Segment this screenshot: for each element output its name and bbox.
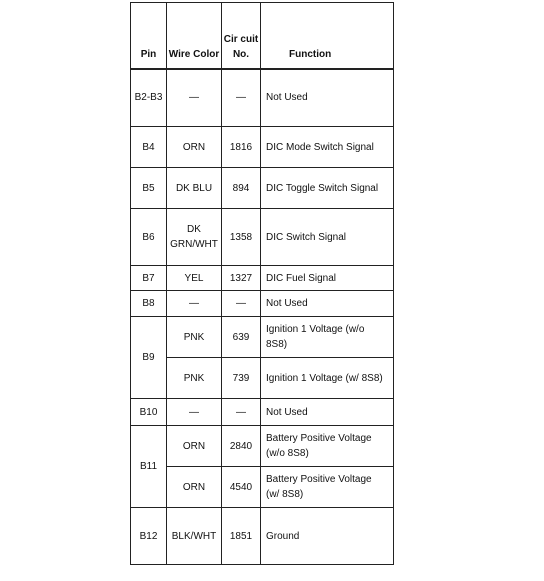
table-row — [131, 426, 394, 467]
circuit-cell: 1851 — [222, 508, 261, 565]
wire-color-cell: — — [167, 399, 222, 426]
pin-cell: B10 — [131, 399, 167, 426]
wire-color-cell: BLK/WHT — [167, 508, 222, 565]
table-header-row — [131, 3, 394, 69]
table-row — [131, 266, 394, 291]
function-cell: Ignition 1 Voltage (w/o 8S8) — [261, 317, 394, 358]
connector-pinout-table — [130, 2, 394, 565]
table-row — [131, 209, 394, 266]
function-cell: Not Used — [261, 69, 394, 127]
circuit-cell: 1327 — [222, 266, 261, 291]
table-row — [131, 467, 394, 508]
header-pin: Pin — [131, 3, 167, 69]
wire-color-cell: — — [167, 69, 222, 127]
table-row — [131, 317, 394, 358]
pin-cell: B12 — [131, 508, 167, 565]
function-cell: Ground — [261, 508, 394, 565]
header-wire-color: Wire Color — [167, 3, 222, 69]
circuit-cell: 2840 — [222, 426, 261, 467]
wire-color-cell: — — [167, 291, 222, 317]
table-row — [131, 69, 394, 127]
wire-color-cell: ORN — [167, 467, 222, 508]
pin-cell: B4 — [131, 127, 167, 168]
function-cell: DIC Toggle Switch Signal — [261, 168, 394, 209]
table-row — [131, 399, 394, 426]
pin-cell: B6 — [131, 209, 167, 266]
wire-color-cell: PNK — [167, 317, 222, 358]
table-row — [131, 358, 394, 399]
function-cell: DIC Switch Signal — [261, 209, 394, 266]
pin-cell: B11 — [131, 426, 167, 508]
function-cell: Not Used — [261, 399, 394, 426]
function-cell: Battery Positive Voltage (w/o 8S8) — [261, 426, 394, 467]
function-cell: Not Used — [261, 291, 394, 317]
circuit-cell: — — [222, 69, 261, 127]
pin-cell: B7 — [131, 266, 167, 291]
function-cell: DIC Fuel Signal — [261, 266, 394, 291]
function-cell: DIC Mode Switch Signal — [261, 127, 394, 168]
pin-cell: B8 — [131, 291, 167, 317]
circuit-cell: 894 — [222, 168, 261, 209]
circuit-cell: — — [222, 291, 261, 317]
table-row — [131, 168, 394, 209]
wire-color-cell: DK GRN/WHT — [167, 209, 222, 266]
circuit-cell: 739 — [222, 358, 261, 399]
table-row — [131, 127, 394, 168]
function-cell: Battery Positive Voltage (w/ 8S8) — [261, 467, 394, 508]
pin-cell: B9 — [131, 317, 167, 399]
wire-color-cell: PNK — [167, 358, 222, 399]
circuit-cell: — — [222, 399, 261, 426]
circuit-cell: 639 — [222, 317, 261, 358]
circuit-cell: 4540 — [222, 467, 261, 508]
wire-color-cell: DK BLU — [167, 168, 222, 209]
circuit-cell: 1816 — [222, 127, 261, 168]
table-row — [131, 291, 394, 317]
header-function: Function — [261, 3, 394, 69]
wire-color-cell: YEL — [167, 266, 222, 291]
circuit-cell: 1358 — [222, 209, 261, 266]
wire-color-cell: ORN — [167, 127, 222, 168]
function-cell: Ignition 1 Voltage (w/ 8S8) — [261, 358, 394, 399]
table-row — [131, 508, 394, 565]
wire-color-cell: ORN — [167, 426, 222, 467]
pin-cell: B5 — [131, 168, 167, 209]
header-circuit-no: Cir cuit No. — [222, 3, 261, 69]
pin-cell: B2-B3 — [131, 69, 167, 127]
